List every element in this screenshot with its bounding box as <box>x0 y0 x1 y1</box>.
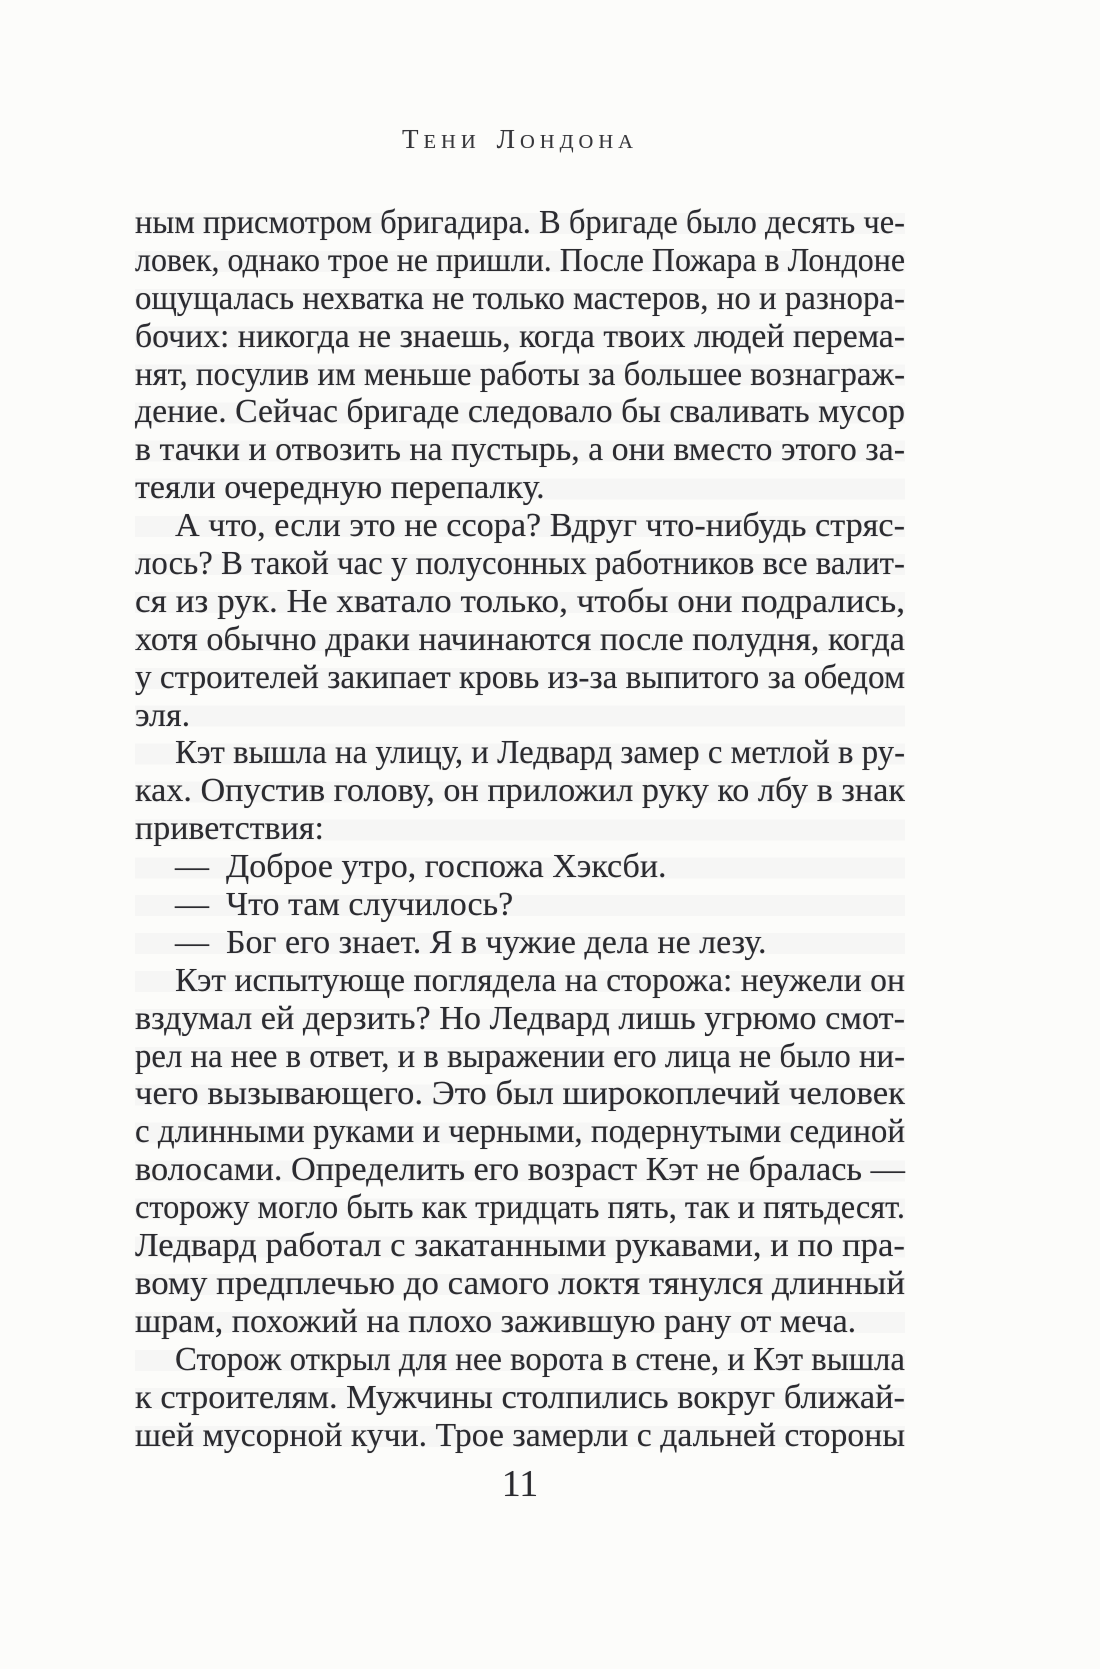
text-line <box>135 886 905 924</box>
text-line <box>135 1151 905 1189</box>
text-line <box>135 734 905 772</box>
text-line <box>135 204 905 242</box>
text-line <box>135 280 905 318</box>
text-line-content: в тачки и отвозить на пустырь, а они вместо этого за- <box>135 431 905 469</box>
body-text <box>135 204 905 1454</box>
text-line <box>135 1303 905 1341</box>
text-line-content: чего вызывающего. Это был широкоплечий человек <box>135 1075 905 1113</box>
text-line-content: нят, посулив им меньше работы за большее вознаграж- <box>135 355 905 393</box>
text-line <box>135 242 905 280</box>
text-line <box>135 924 905 962</box>
text-line <box>135 356 905 394</box>
text-line <box>135 1000 905 1038</box>
text-line-content: сторожу могло быть как тридцать пять, так и пятьдесят. <box>135 1189 905 1227</box>
text-line-content: рел на нее в ответ, и в выражении его лица не было ни- <box>135 1037 905 1075</box>
text-line-content: вздумал ей дерзить? Но Ледвард лишь угрюмо смот- <box>135 999 905 1037</box>
text-line-content: шей мусорной кучи. Трое замерли с дальней стороны <box>135 1416 905 1454</box>
text-line-content: теяли очередную перепалку. <box>135 469 545 507</box>
text-line-content: ся из рук. Не хватало только, чтобы они подрались, <box>135 582 905 620</box>
page-number: 11 <box>501 1463 539 1505</box>
text-line-content: А что, если это не ссора? Вдруг что-нибудь стряс- <box>175 507 906 545</box>
text-line <box>135 848 905 886</box>
text-line <box>135 1417 905 1455</box>
text-line <box>135 1341 905 1379</box>
text-line-content: эля. <box>135 696 191 734</box>
text-line <box>135 1265 905 1303</box>
text-line <box>135 1189 905 1227</box>
text-line <box>135 507 905 545</box>
text-line <box>135 621 905 659</box>
text-line-content: лось? В такой час у полусонных работников все валит- <box>135 545 905 583</box>
text-line <box>135 1113 905 1151</box>
text-line <box>135 1379 905 1417</box>
text-line-content: Кэт вышла на улицу, и Ледвард замер с метлой в ру- <box>175 734 905 772</box>
text-line-content: — Бог его знает. Я в чужие дела не лезу. <box>175 923 767 961</box>
text-line-content: бочих: никогда не знаешь, когда твоих людей перема- <box>135 317 905 355</box>
text-line-content: ловек, однако трое не пришли. После Пожара в Лондоне <box>135 241 905 279</box>
text-line <box>135 810 905 848</box>
text-line-content: Сторож открыл для нее ворота в стене, и Кэт вышла <box>175 1340 905 1378</box>
text-line <box>135 659 905 697</box>
text-line-content: хотя обычно драки начинаются после полудня, когда <box>135 620 905 658</box>
text-line-content: Ледвард работал с закатанными рукавами, и по пра- <box>135 1227 905 1265</box>
text-line <box>135 697 905 735</box>
text-line <box>135 772 905 810</box>
text-line-content: с длинными руками и черными, подернутыми сединой <box>135 1113 905 1151</box>
text-line <box>135 1227 905 1265</box>
text-line-content: — Что там случилось? <box>175 886 514 924</box>
text-line-content: вому предплечью до самого локтя тянулся длинный <box>135 1264 905 1302</box>
running-head <box>135 124 905 155</box>
text-line-content: приветствия: <box>135 810 324 848</box>
text-line-content: к строителям. Мужчины столпились вокруг ближай- <box>135 1378 905 1416</box>
text-line <box>135 469 905 507</box>
text-line-content: ощущалась нехватка не только мастеров, но и разнора- <box>135 279 905 317</box>
text-line <box>135 318 905 356</box>
text-line <box>135 1075 905 1113</box>
text-line-content: — Доброе утро, госпожа Хэксби. <box>175 848 667 886</box>
text-line-content: у строителей закипает кровь из-за выпитого за обедом <box>135 658 905 696</box>
text-line <box>135 393 905 431</box>
text-line <box>135 962 905 1000</box>
text-line <box>135 431 905 469</box>
text-line <box>135 545 905 583</box>
running-head-word: ТЕНИ <box>402 124 481 154</box>
text-line <box>135 1038 905 1076</box>
text-line <box>135 583 905 621</box>
text-line-content: дение. Сейчас бригаде следовало бы сваливать мусор <box>135 393 905 431</box>
text-line-content: волосами. Определить его возраст Кэт не бралась — <box>135 1151 905 1189</box>
running-head-word: ЛОНДОНА <box>496 124 638 154</box>
text-line-content: Кэт испытующе поглядела на сторожа: неужели он <box>175 961 905 999</box>
text-line-content: ках. Опустив голову, он приложил руку ко лбу в знак <box>135 772 906 810</box>
text-line-content: ным присмотром бригадира. В бригаде было десять че- <box>135 204 905 241</box>
text-line-content: шрам, похожий на плохо зажившую рану от меча. <box>135 1302 857 1340</box>
